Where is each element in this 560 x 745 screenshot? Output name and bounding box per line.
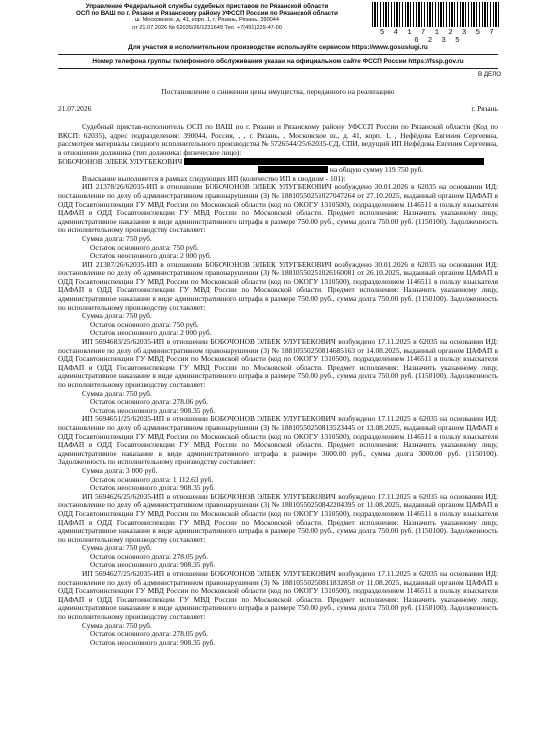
entry-text: ИП 21387/26/62035-ИП в отношении БОБОЧОНОВ ЭЛБЕК УЛУГБЕКОВИЧ возбуждено 30.01.2026 в 62035 на основании ИД: постановление по делу об административном правонарушении (3) № 18810550251026160081 от 26.10.2025, выданный органом ЦАФАП в ОДД Госавтоинспекции ГУ МВД России по Московской области (код по ОКОГУ 1310500), подразделением 1146511 в пользу взыскателя ЦАФАП в ОДД Госавтоинспекции ГУ МВД России по Московской области. Предмет исполнения: Назначить указанному лицу, административное наказание в виде административного штрафа в размере 750.00 руб., сумма долга 750.00 руб. (1150100). Задолженность по исполнительному производству составляет:	[58, 259, 498, 312]
nonmain-rest-label: Остаток неосновного долга:	[90, 560, 179, 570]
nonmain-rest-value: 908.35 руб.	[180, 405, 216, 415]
main-rest-value: 750 руб.	[172, 319, 199, 329]
entry-text: ИП 21378/26/62035-ИП в отношении БОБОЧОНОВ ЭЛБЕК УЛУГБЕКОВИЧ возбуждено 30.01.2026 в 62035 на основании ИД: постановление по делу об административном правонарушении (3) № 18810550251027047264 от 27.10.2025, выданный органом ЦАФАП в ОДД Госавтоинспекции ГУ МВД России по Московской области (код по ОКОГУ 1310500), подразделением 1146511 в пользу взыскателя ЦАФАП в ОДД Госавтоинспекции ГУ МВД России по Московской области. Предмет исполнения: Назначить указанному лицу, административное наказание в виде административного штрафа в размере 750.00 руб., сумма долга 750.00 руб. (1150100). Задолженность по исполнительному производству составляет:	[58, 182, 498, 235]
entry-text: ИП 5694651/25/62035-ИП в отношении БОБОЧОНОВ ЭЛБЕК УЛУГБЕКОВИЧ возбуждено 17.11.2025 в 62035 на основании ИД: постановление по делу об административном правонарушении (3) № 18810550250813523445 от 13.08.2025, выданный органом ЦАФАП в ОДД Госавтоинспекции ГУ МВД России по Московской области (код по ОКОГУ 1310500), подразделением 1146511 в пользу взыскателя ЦАФАП в ОДД Госавтоинспекции ГУ МВД России по Московской области. Предмет исполнения: Назначить указанному лицу, административное наказание в виде административного штрафа в размере 3000.00 руб., сумма долга 3000.00 руб. (1150100). Задолженность по исполнительному производству составляет:	[58, 414, 498, 467]
document-ref-contacts: от 21.07.2026 № 62035/26/1231649 Тел. +7(491)229-47-00	[132, 24, 282, 31]
entry-text: ИП 5694683/25/62035-ИП в отношении БОБОЧОНОВ ЭЛБЕК УЛУГБЕКОВИЧ возбуждено 17.11.2025 в 62035 на основании ИД: постановление по делу об административном правонарушении (3) № 18810550250814685163 от 14.08.2025, выданный органом ЦАФАП в ОДД Госавтоинспекции ГУ МВД России по Московской области (код по ОКОГУ 1310500), подразделением 1146511 в пользу взыскателя ЦАФАП в ОДД Госавтоинспекции ГУ МВД России по Московской области. Предмет исполнения: Назначить указанному лицу, административное наказание в виде административного штрафа в размере 750.00 руб., сумма долга 750.00 руб. (1150100). Задолженность по исполнительному производству составляет:	[58, 337, 498, 389]
debt-value: 750 руб.	[126, 620, 152, 630]
enforcement-entry	[58, 338, 498, 415]
enforcement-entry	[58, 261, 498, 338]
entry-text: ИП 5694627/25/62035-ИП в отношении БОБОЧОНОВ ЭЛБЕК УЛУГБЕКОВИЧ возбуждено 17.11.2025 в 62035 на основании ИД: постановление по делу об административном правонарушении (3) № 18810550250811832858 от 11.08.2025, выданный органом ЦАФАП в ОДД Госавтоинспекции ГУ МВД России по Московской области (код по ОКОГУ 1310500), подразделением 1146511 в пользу взыскателя ЦАФАП в ОДД Госавтоинспекции ГУ МВД России по Московской области. Предмет исполнения: Назначить указанному лицу, административное наказание в виде административного штрафа в размере 750.00 руб., сумма долга 750.00 руб. (1150100). Задолженность по исполнительному производству составляет:	[58, 569, 498, 622]
debt-label: Сумма долга:	[82, 620, 125, 630]
nonmain-rest	[82, 639, 498, 648]
main-rest-value: 750 руб.	[172, 242, 199, 252]
nonmain-rest-value: 2 000 руб.	[180, 328, 212, 338]
document-body	[58, 88, 498, 647]
debt-value: 750 руб.	[126, 543, 152, 553]
document-date: 21.07.2026	[58, 103, 92, 113]
main-rest-label: Остаток основного долга:	[90, 474, 172, 484]
debt-value: 750 руб.	[126, 388, 152, 398]
main-rest-label: Остаток основного долга:	[90, 629, 172, 639]
debt-label: Сумма долга:	[82, 543, 125, 553]
debt-value: 750 руб.	[126, 311, 152, 321]
agency-title: Управление Федеральной службы судебных приставов по Рязанской области	[85, 3, 329, 10]
entry-amounts	[58, 390, 498, 416]
redaction-bar	[184, 158, 484, 165]
enforcement-list	[58, 183, 498, 647]
enforcement-entry	[58, 493, 498, 570]
main-rest-value: 278.05 руб.	[172, 629, 208, 639]
main-rest-value: 278.06 руб.	[172, 397, 208, 407]
department-address: ш. Московское, д. 41, корп. 1, г. Рязань, Рязань, 390044	[134, 17, 280, 24]
entry-text: ИП 5694626/25/62035-ИП в отношении БОБОЧОНОВ ЭЛБЕК УЛУГБЕКОВИЧ возбуждено 17.11.2025 в 62035 на основании ИД: постановление по делу об административном правонарушении (3) № 18810550250842204395 от 11.08.2025, выданный органом ЦАФАП в ОДД Госавтоинспекции ГУ МВД России по Московской области (код по ОКОГУ 1310500), подразделением 1146511 в пользу взыскателя ЦАФАП в ОДД Госавтоинспекции ГУ МВД России по Московской области. Предмет исполнения: Назначить указанному лицу, административное наказание в виде административного штрафа в размере 750.00 руб., сумма долга 750.00 руб. (1150100). Задолженность по исполнительному производству составляет:	[58, 491, 498, 544]
nonmain-rest-value: 908.35 руб.	[180, 560, 216, 570]
nonmain-rest-label: Остаток неосновного долга:	[90, 328, 179, 338]
main-rest-label: Остаток основного долга:	[90, 397, 172, 407]
debt-label: Сумма долга:	[82, 388, 125, 398]
debt-value: 3 000 руб.	[126, 465, 158, 475]
to-case-mark: В ДЕЛО	[478, 71, 502, 78]
main-rest-label: Остаток основного долга:	[90, 242, 172, 252]
entry-amounts	[58, 544, 498, 570]
nonmain-rest-value: 2 000 руб.	[180, 251, 212, 261]
recovery-line: Взыскание выполняется в рамках следующих ИП (количество ИП в сводном - 101):	[82, 173, 346, 183]
debt-value: 750 руб.	[126, 233, 152, 243]
debt-label: Сумма долга:	[82, 233, 125, 243]
nonmain-rest-value: 908.35 руб.	[180, 483, 216, 493]
intro-paragraph: Судебный пристав-исполнитель ОСП по ВАШ по г. Рязани и Рязанскому району УФССП России по Рязанской области (Код по ВКСП: 62035), адрес подразделения: 390044, Россия, , , г. Рязань, , Московское ш., д. 41, корп. 1, , Нефёдова Евгения Сергеевна, рассмотрев материалы сводного исполнительного производства № 5726544/25/62035-СД, СПИ, ведущий ИП Нефёдова Евгения Сергеевна, в отношении должника (тип должника: физическое лицо):	[58, 122, 498, 157]
debt-label: Сумма долга:	[82, 311, 125, 321]
nonmain-rest-label: Остаток неосновного долга:	[90, 637, 179, 647]
total-sum: на общую сумму 119 750 руб.	[329, 165, 424, 175]
document-title: Постановление о снижении цены имущества, переданного на реализацию	[161, 87, 395, 96]
barcode	[372, 2, 500, 27]
gosuslugi-notice: Для участия в исполнительном производстве используйте сервисом https://www.gosuslugi.ru	[128, 44, 428, 51]
redaction-bar	[258, 166, 328, 173]
header-divider	[58, 68, 498, 69]
document-city: г. Рязань	[471, 103, 498, 113]
nonmain-rest-label: Остаток неосновного долга:	[90, 405, 179, 415]
main-rest-label: Остаток основного долга:	[90, 551, 172, 561]
agency-header	[58, 3, 356, 32]
enforcement-entry	[58, 183, 498, 260]
main-rest-label: Остаток основного долга:	[90, 319, 172, 329]
nonmain-rest-label: Остаток неосновного долга:	[90, 251, 179, 261]
enforcement-entry	[58, 415, 498, 492]
main-rest-value: 278.05 руб.	[172, 551, 208, 561]
entry-amounts	[58, 622, 498, 648]
phone-notice: Номер телефона группы телефонного обслуживания указан на официальном сайте ФССП России https://fssp.gov.ru	[92, 58, 464, 65]
enforcement-entry	[58, 570, 498, 647]
debtor-name: БОБОЧОНОВ ЭЛБЕК УЛУГБЕКОВИЧ	[58, 156, 183, 166]
barcode-number: 5 4 1 7 1 2 3 5 7 6 2 3 5	[379, 29, 497, 45]
department-title: ОСП по ВАШ по г. Рязани и Рязанскому району УФССП России по Рязанской области	[76, 10, 338, 18]
nonmain-rest-label: Остаток неосновного долга:	[90, 483, 179, 493]
nonmain-rest-value: 908.35 руб.	[180, 637, 216, 647]
entry-amounts	[58, 235, 498, 261]
header-divider	[58, 54, 498, 55]
entry-amounts	[58, 312, 498, 338]
debtor-line	[58, 158, 498, 167]
debt-label: Сумма долга:	[82, 465, 125, 475]
main-rest-value: 1 112.63 руб.	[172, 474, 214, 484]
entry-amounts	[58, 467, 498, 493]
date-line	[58, 105, 498, 114]
